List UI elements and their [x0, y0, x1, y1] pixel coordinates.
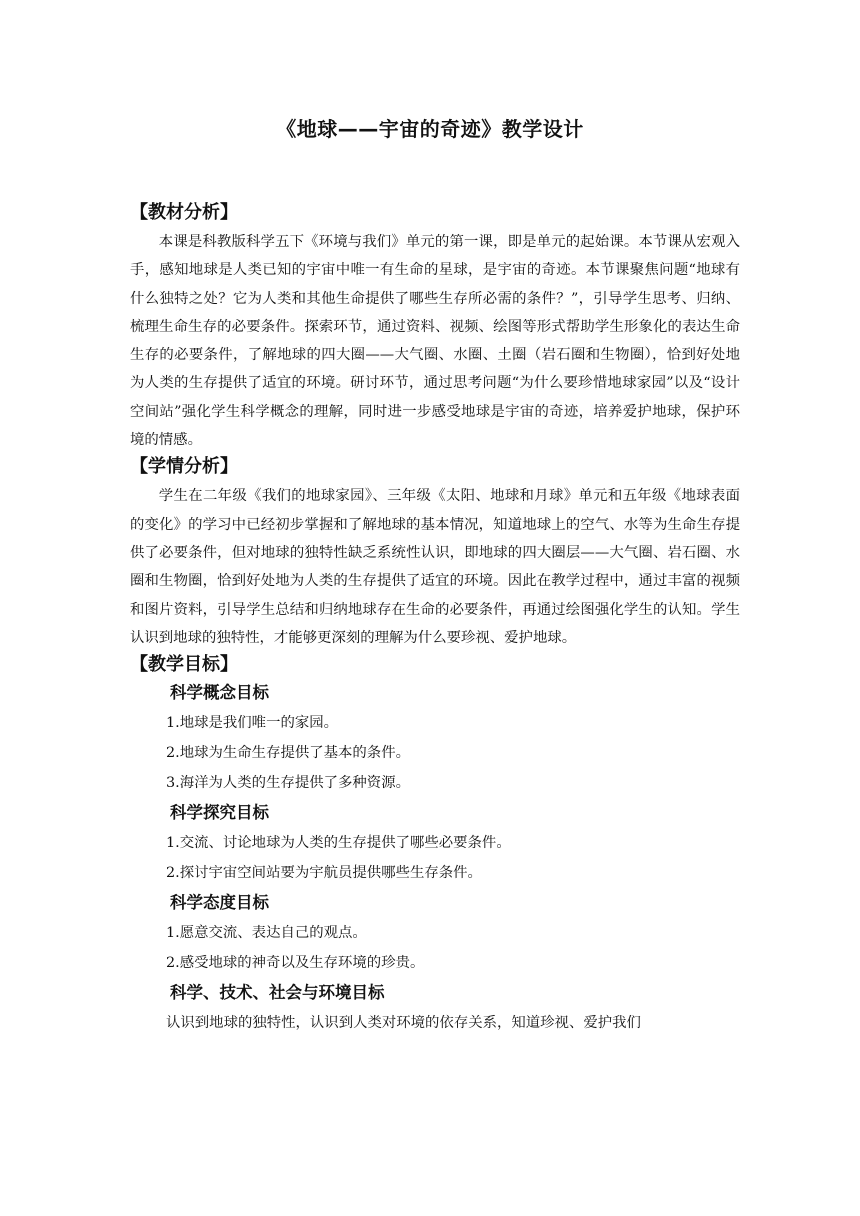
list-item: 3.海洋为人类的生存提供了多种资源。 [166, 775, 410, 792]
textbook-analysis-heading: 【教材分析】 [130, 202, 238, 223]
stse-goals-title: 科学、技术、社会与环境目标 [170, 983, 385, 1003]
list-item: 1.地球是我们唯一的家园。 [166, 715, 339, 732]
concept-goals [130, 678, 740, 798]
concept-goals-title: 科学概念目标 [170, 683, 269, 703]
teaching-goals-section [130, 652, 740, 1038]
list-item: 1.交流、讨论地球为人类的生存提供了哪些必要条件。 [166, 835, 511, 852]
list-item: 2.感受地球的神奇以及生存环境的珍贵。 [166, 955, 425, 972]
stse-goals-text: 认识到地球的独特性，认识到人类对环境的依存关系，知道珍视、爱护我们 [166, 1015, 641, 1032]
stse-goals [130, 978, 740, 1038]
inquiry-goals-title: 科学探究目标 [170, 803, 269, 823]
attitude-goals-list [130, 918, 740, 978]
list-item: 1.愿意交流、表达自己的观点。 [166, 925, 367, 942]
concept-goals-list [130, 708, 740, 798]
attitude-goals [130, 888, 740, 978]
student-analysis-section [130, 454, 740, 652]
document-title: 《地球——宇宙的奇迹》教学设计 [276, 117, 584, 141]
list-item: 2.探讨宇宙空间站要为宇航员提供哪些生存条件。 [166, 865, 482, 882]
student-analysis-heading: 【学情分析】 [130, 456, 238, 478]
document-body [130, 200, 740, 1038]
student-analysis-paragraph: 学生在二年级《我们的地球家园》、三年级《太阳、地球和月球》单元和五年级《地球表面的变化》的学习中已经初步掌握和了解地球的基本情况，知道地球上的空气、水等为生命生存提供了必要条件，但对地球的独特性缺乏系统性认识，即地球的四大圈层——大气圈、岩石圈、水圈和生物圈，恰到好处地为人类的生存提供了适宜的环境。因此在教学过程中，通过丰富的视频和图片资料，引导学生总结和归纳地球存在生命的必要条件，再通过绘图强化学生的认知。学生认识到地球的独特性，才能够更深刻的理解为什么要珍视、爱护地球。 [130, 488, 740, 646]
inquiry-goals [130, 798, 740, 888]
textbook-analysis-section [130, 200, 740, 454]
attitude-goals-title: 科学态度目标 [170, 893, 269, 913]
teaching-goals-heading: 【教学目标】 [130, 654, 238, 676]
list-item: 2.地球为生命生存提供了基本的条件。 [166, 745, 410, 762]
textbook-analysis-paragraph: 本课是科教版科学五下《环境与我们》单元的第一课，即是单元的起始课。本节课从宏观入手，感知地球是人类已知的宇宙中唯一有生命的星球，是宇宙的奇迹。本节课聚焦问题“地球有什么独特之处？它为人类和其他生命提供了哪些生存所必需的条件？”，引导学生思考、归纳、梳理生命生存的必要条件。探索环节，通过资料、视频、绘图等形式帮助学生形象化的表达生命生存的必要条件，了解地球的四大圈——大气圈、水圈、土圈（岩石圈和生物圈），恰到好处地为人类的生存提供了适宜的环境。研讨环节，通过思考问题“为什么要珍惜地球家园”以及“设计空间站”强化学生科学概念的理解，同时进一步感受地球是宇宙的奇迹，培养爱护地球，保护环境的情感。 [130, 234, 740, 449]
inquiry-goals-list [130, 828, 740, 888]
